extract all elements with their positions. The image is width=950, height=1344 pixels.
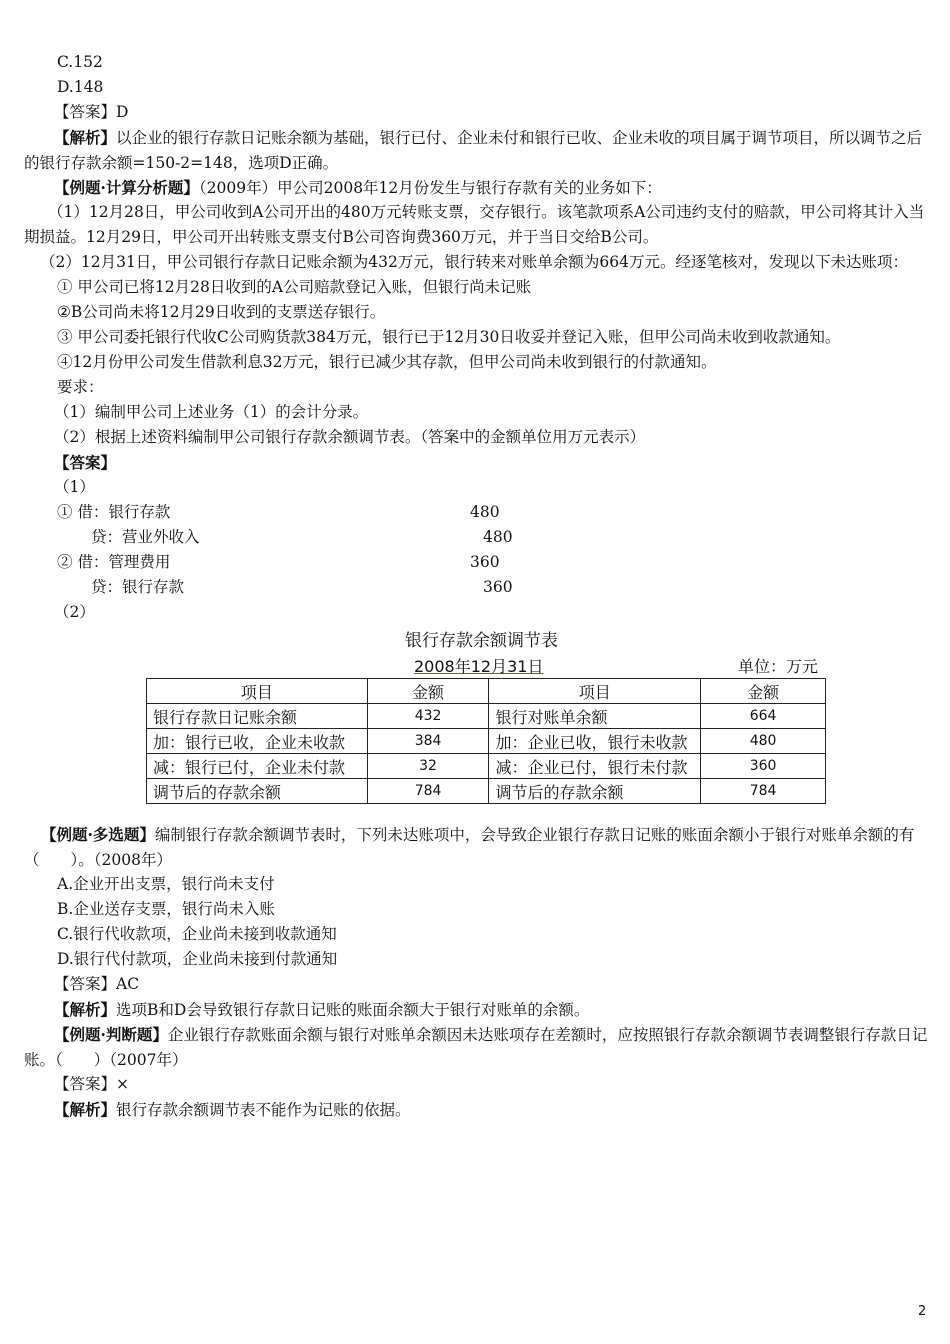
header-item-right: 项目 [489, 679, 701, 704]
row-label-right: 银行对账单余额 [489, 704, 701, 729]
row-label-left: 加：银行已收，企业未收款 [147, 729, 368, 754]
multi-option-c: C.银行代收款项，企业尚未接到收款通知 [57, 925, 337, 943]
multi-heading-label: 【例题·多选题】 [41, 825, 155, 844]
analysis-paragraph [24, 125, 934, 176]
entry-1-credit: 贷：营业外收入 [91, 528, 200, 546]
judge-analysis-label: 【解析】 [54, 1100, 117, 1119]
calc-paragraph-1: （1）12月28日，甲公司收到A公司开出的480万元转账支票，交存银行。该笔款项系A公司违约支付的赔款，甲公司将其计入当期损益。12月29日，甲公司开出转账支票支付B公司咨询费360万元，并于当日交给B公司。 [24, 203, 925, 246]
row-amount-left: 32 [367, 754, 489, 779]
header-amount-right: 金额 [701, 679, 826, 704]
entry-2-debit-amount: 360 [470, 553, 500, 571]
multi-option-d: D.银行代付款项，企业尚未接到付款通知 [57, 950, 338, 968]
calc-heading [54, 175, 662, 201]
analysis-label: 【解析】 [54, 128, 117, 147]
recon-unit: 单位：万元 [738, 657, 819, 676]
calc-paragraph-2: （2）12月31日，甲公司银行存款日记账余额为432万元，银行转来对账单余额为664万元。经逐笔核对，发现以下未达账项： [40, 253, 908, 271]
judge-heading-label: 【例题·判断题】 [54, 1025, 168, 1044]
multi-heading-text: 编制银行存款余额调节表时，下列未达账项中，会导致企业银行存款日记账的账面余额小于银行对账单余额的有（ ）。（2008年） [24, 826, 915, 869]
row-amount-right: 664 [701, 704, 826, 729]
row-label-left: 银行存款日记账余额 [147, 704, 368, 729]
table-row [147, 729, 826, 754]
entry-1-debit: ① 借：银行存款 [57, 503, 171, 521]
entry-2-debit: ② 借：管理费用 [57, 553, 171, 571]
multi-analysis [54, 997, 589, 1023]
row-amount-right: 480 [701, 729, 826, 754]
row-amount-left: 432 [367, 704, 489, 729]
row-amount-right: 784 [701, 779, 826, 804]
row-label-left: 减：银行已付，企业未付款 [147, 754, 368, 779]
table-row [147, 754, 826, 779]
reconciliation-table [146, 678, 826, 804]
calc-heading-text: （2009年）甲公司2008年12月份发生与银行存款有关的业务如下： [198, 179, 662, 197]
row-label-right: 调节后的存款余额 [489, 779, 701, 804]
header-item-left: 项目 [147, 679, 368, 704]
recon-date: 2008年12月31日 [414, 657, 544, 676]
multi-answer: 【答案】AC [54, 975, 140, 993]
entry-1-credit-amount: 480 [483, 528, 513, 546]
judge-analysis-text: 银行存款余额调节表不能作为记账的依据。 [116, 1101, 411, 1119]
page-number: 2 [918, 1304, 927, 1319]
multi-analysis-label: 【解析】 [54, 1000, 117, 1019]
pending-item-1: ① 甲公司已将12月28日收到的A公司赔款登记入账，但银行尚未记账 [57, 278, 532, 296]
judge-answer: 【答案】× [54, 1075, 129, 1093]
multi-option-b: B.企业送存支票，银行尚未入账 [57, 900, 275, 918]
pending-item-4: ④12月份甲公司发生借款利息32万元，银行已减少其存款，但甲公司尚未收到银行的付款通知。 [57, 353, 717, 371]
entry-2-credit: 贷：银行存款 [91, 578, 185, 596]
option-d: D.148 [57, 78, 104, 96]
requirement-1: （1）编制甲公司上述业务（1）的会计分录。 [54, 403, 369, 421]
answer-part-2: （2） [54, 603, 95, 621]
row-amount-left: 784 [367, 779, 489, 804]
entry-1-debit-amount: 480 [470, 503, 500, 521]
multi-option-a: A.企业开出支票，银行尚未支付 [57, 875, 275, 893]
row-label-left: 调节后的存款余额 [147, 779, 368, 804]
answer-part-1: （1） [54, 478, 95, 496]
pending-item-3: ③ 甲公司委托银行代收C公司购货款384万元，银行已于12月30日收妥并登记入账，但甲公司尚未收到收款通知。 [57, 328, 841, 346]
judge-heading [24, 1022, 934, 1073]
table-row [147, 779, 826, 804]
row-amount-right: 360 [701, 754, 826, 779]
row-label-right: 减：企业已付，银行未付款 [489, 754, 701, 779]
judge-heading-text: 企业银行存款账面余额与银行对账单余额因未达账项存在差额时，应按照银行存款余额调节表调整银行存款日记账。（ ）（2007年） [24, 1026, 928, 1069]
entry-2-credit-amount: 360 [483, 578, 513, 596]
row-amount-left: 384 [367, 729, 489, 754]
calc-heading-label: 【例题·计算分析题】 [54, 178, 199, 197]
table-header-row [147, 679, 826, 704]
requirement-2: （2）根据上述资料编制甲公司银行存款余额调节表。（答案中的金额单位用万元表示） [54, 428, 646, 446]
analysis-text: 以企业的银行存款日记账余额为基础，银行已付、企业未付和银行已收、企业未收的项目属于调节项目，所以调节之后的银行存款余额=150-2=148，选项D正确。 [24, 129, 923, 172]
judge-analysis [54, 1097, 411, 1123]
multi-heading [24, 822, 934, 873]
answer-line: 【答案】D [54, 103, 129, 121]
option-c: C.152 [57, 53, 103, 71]
header-amount-left: 金额 [367, 679, 489, 704]
pending-item-2: ②B公司尚未将12月29日收到的支票送存银行。 [57, 303, 386, 321]
recon-title: 银行存款余额调节表 [405, 631, 558, 651]
requirement-label: 要求： [57, 378, 104, 396]
calc-answer-label: 【答案】 [54, 453, 117, 472]
row-label-right: 加：企业已收，银行未收款 [489, 729, 701, 754]
multi-analysis-text: 选项B和D会导致银行存款日记账的账面余额大于银行对账单的余额。 [116, 1001, 590, 1019]
table-row [147, 704, 826, 729]
